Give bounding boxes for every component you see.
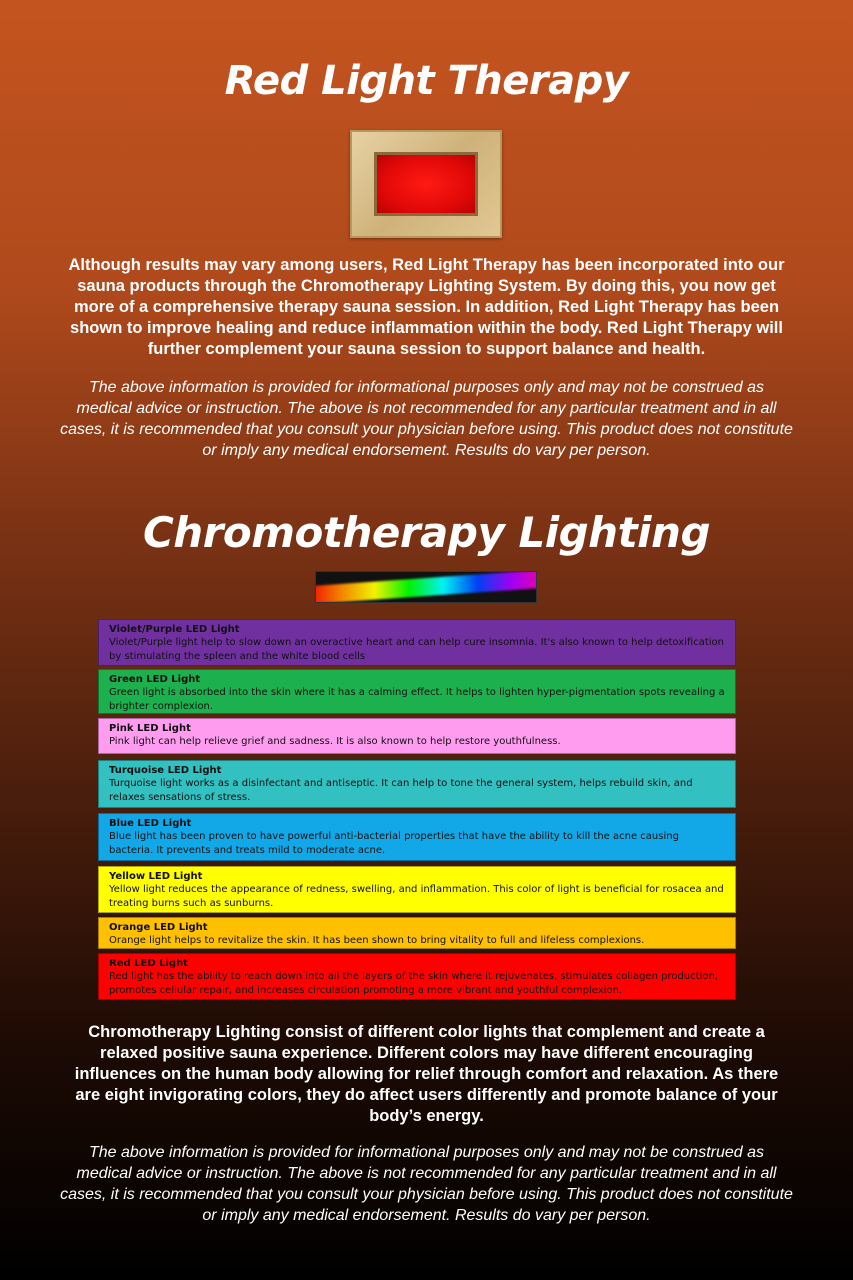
- led-name: Violet/Purple LED Light: [109, 624, 240, 635]
- led-name: Turquoise LED Light: [109, 765, 222, 776]
- led-item-red: [98, 953, 736, 1000]
- red-light-therapy-title: Red Light Therapy: [224, 58, 629, 104]
- chromotherapy-lighting-title: Chromotherapy Lighting: [142, 508, 711, 557]
- spectrum-image: [316, 572, 536, 602]
- chromotherapy-disclaimer: The above information is provided for informational purposes only and may not be construed as medical advice or instruction. The above is not recommended for any particular treatment and in all cases, it is recommended that you consult your physician before using. This product does not constitute or imply any medical endorsement. Results do vary per person.: [60, 1144, 793, 1224]
- led-name: Green LED Light: [109, 674, 201, 685]
- led-description: Blue light has been proven to have powerful anti-bacterial properties that have the ability to kill the acne causing bacteria. It prevents and treats mild to moderate acne.: [109, 831, 679, 856]
- led-item-pink: [98, 718, 736, 754]
- led-item-turquoise: [98, 760, 736, 808]
- chromotherapy-description: Chromotherapy Lighting consist of different color lights that complement and create a relaxed positive sauna experience. Different colors may have different encouraging influences on the human body allowing for relief through comfort and relaxation. As there are eight invigorating colors, they do affect users differently and promote balance of your body’s energy.: [74, 1023, 779, 1125]
- red-light-therapy-description: Although results may vary among users, Red Light Therapy has been incorporated into our sauna products through the Chromotherapy Lighting System. By doing this, you now get more of a comprehensive therapy sauna session. In addition, Red Light Therapy has been shown to improve healing and reduce inflammation within the body. Red Light Therapy will further complement your sauna session to support balance and health.: [68, 256, 785, 358]
- red-light-panel-glow: [374, 152, 478, 216]
- led-description: Green light is absorbed into the skin where it has a calming effect. It helps to lighten hyper-pigmentation spots revealing a brighter complexion.: [109, 687, 725, 712]
- led-description: Yellow light reduces the appearance of redness, swelling, and inflammation. This color of light is beneficial for rosacea and treating burns such as sunburns.: [109, 884, 724, 909]
- led-item-violet: [98, 619, 736, 666]
- led-description: Orange light helps to revitalize the skin. It has been shown to bring vitality to full and lifeless complexions.: [109, 935, 645, 946]
- led-description: Turquoise light works as a disinfectant and antiseptic. It can help to tone the general system, helps rebuild skin, and relaxes sensations of stress.: [109, 778, 693, 803]
- led-name: Blue LED Light: [109, 818, 192, 829]
- red-light-therapy-disclaimer: The above information is provided for informational purposes only and may not be construed as medical advice or instruction. The above is not recommended for any particular treatment and in all cases, it is recommended that you consult your physician before using. This product does not constitute or imply any medical endorsement. Results do vary per person.: [60, 379, 793, 459]
- led-item-orange: [98, 917, 736, 949]
- led-name: Yellow LED Light: [109, 871, 203, 882]
- led-description: Violet/Purple light help to slow down an overactive heart and can help cure insomnia. It's also known to help detoxification by stimulating the spleen and the white blood cells: [109, 637, 724, 662]
- led-item-green: [98, 669, 736, 714]
- spectrum-band: [316, 572, 536, 602]
- led-description: Red light has the ability to reach down into all the layers of the skin where it rejuvenates, stimulates collagen production, promotes cellular repair, and increases circulation promoting a more vibrant and youthful complexion.: [109, 971, 718, 996]
- led-description: Pink light can help relieve grief and sadness. It is also known to help restore youthfulness.: [109, 736, 561, 747]
- red-light-panel-image: [350, 130, 502, 238]
- led-name: Orange LED Light: [109, 922, 208, 933]
- led-item-yellow: [98, 866, 736, 913]
- led-item-blue: [98, 813, 736, 861]
- led-name: Red LED Light: [109, 958, 188, 969]
- led-name: Pink LED Light: [109, 723, 191, 734]
